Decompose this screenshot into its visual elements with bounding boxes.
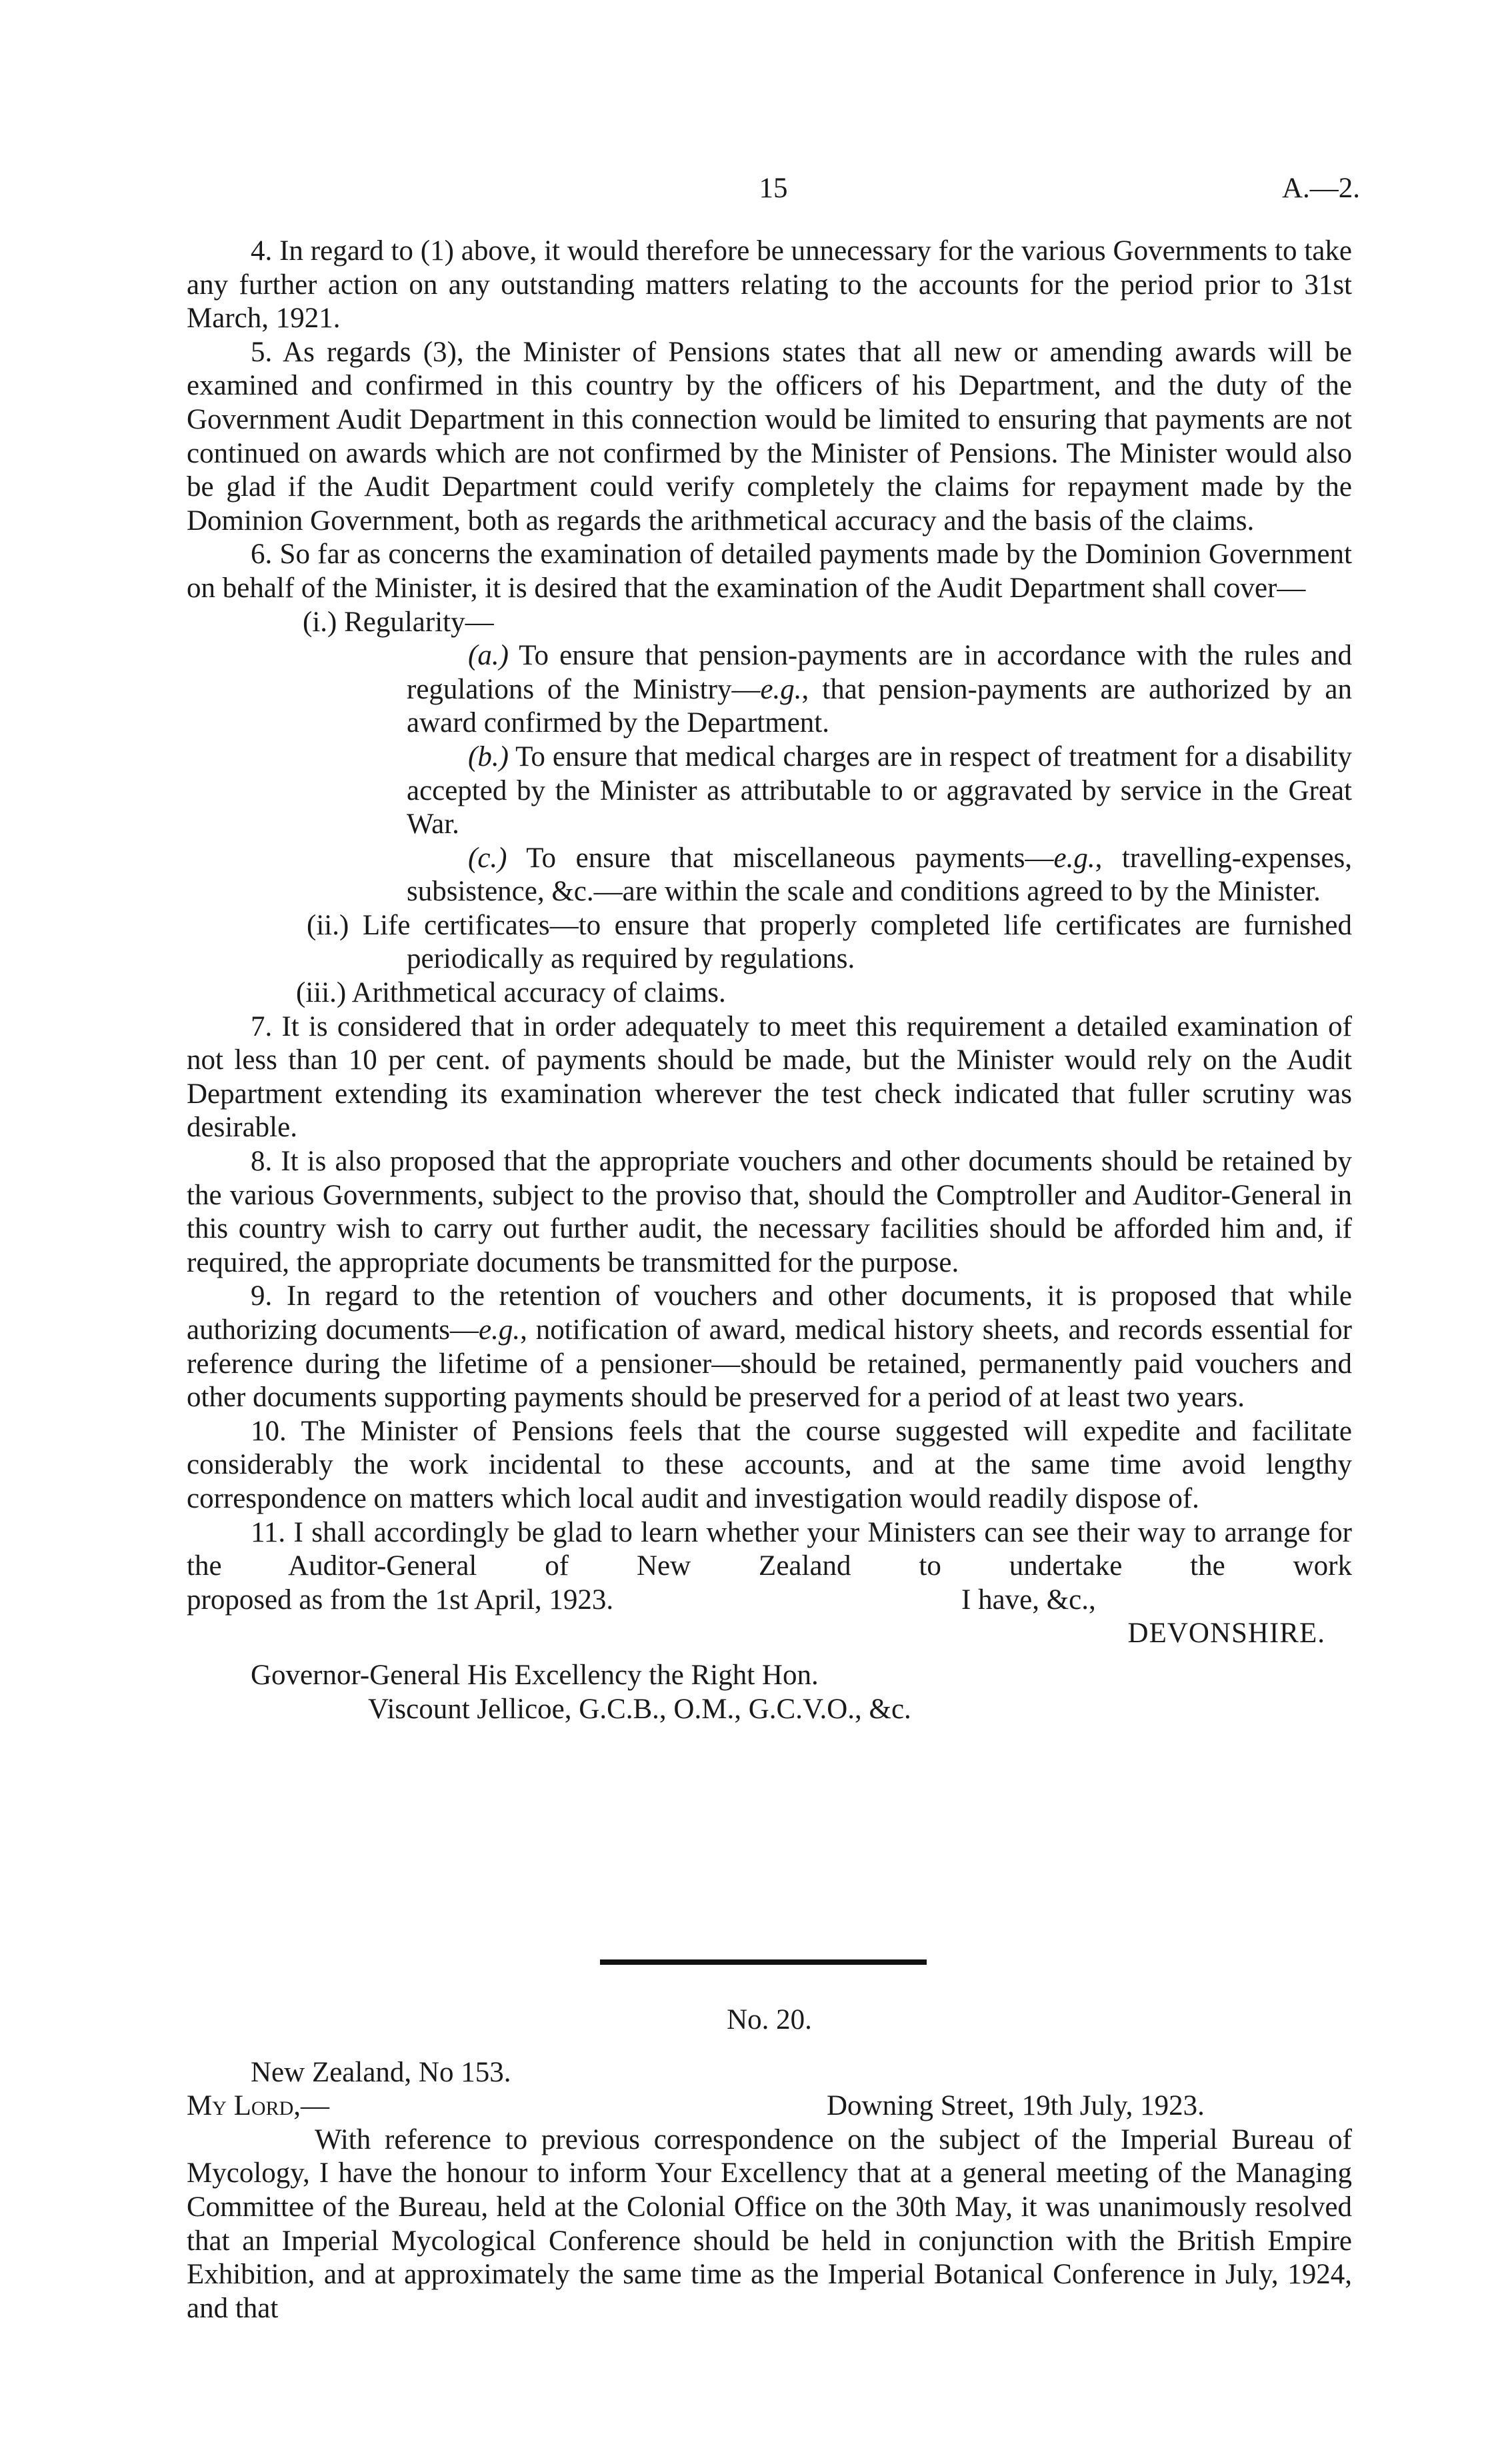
page-header: [187, 172, 1360, 212]
item-c-label: (c.): [468, 842, 507, 874]
paragraph-7: 7. It is considered that in order adequately to meet this requirement a detailed examination of not less than 10 per cent. of payments should be made, but the Minister would rely on the Audit Department extending its examination wherever the test check indicated that fuller scrutiny was desirable.: [187, 1010, 1352, 1144]
para9-text-1: 9. In regard to the retention of vouchers and other documents, it is proposed that while authorizing documents—: [187, 1280, 1352, 1346]
para9-eg: e.g.: [479, 1314, 521, 1346]
despatch-no-20: [187, 2003, 1352, 2325]
paragraph-5: 5. As regards (3), the Minister of Pensions states that all new or amending awards will be examined and confirmed in this country by the officers of his Department, and the duty of the Government Audit Department in this connection would be limited to ensuring that payments are not continued on awards which are not confirmed by the Minister of Pensions. The Minister would also be glad if the Audit Department could verify completely the claims for repayment made by the Dominion Government, both as regards the arithmetical accuracy and the basis of the claims.: [187, 336, 1352, 537]
paragraph-6: 6. So far as concerns the examination of detailed payments made by the Dominion Government on behalf of the Minister, it is desired that the examination of the Audit Department shall cover—: [187, 539, 1352, 604]
paragraph-11: 11. I shall accordingly be glad to learn whether your Ministers can see their way to arrange for the Auditor-General of New Zealand to undertake the work: [187, 1516, 1352, 1582]
list-item-b: [187, 740, 1352, 842]
paragraph-11-end: proposed as from the 1st April, 1923.: [187, 1584, 614, 1616]
para9-text-2: , notification of award, medical history sheets, and records essential for reference during the lifetime of a pensioner—should be retained, permanently paid vouchers and other documents supporting payments should be preserved for a period of at least two years.: [187, 1314, 1352, 1414]
addressee-line-1: Governor-General His Excellency the Right Hon.: [251, 1659, 819, 1691]
list-item-a: [187, 639, 1352, 740]
page-number: 15: [759, 173, 788, 204]
paragraph-9: [187, 1280, 1352, 1414]
list-item-c: [187, 842, 1352, 909]
item-b-text: To ensure that medical charges are in respect of treatment for a disability accepted by the Minister as attributable to or aggravated by service in the Great War.: [407, 740, 1352, 840]
item-c-eg: e.g.: [1053, 842, 1095, 874]
item-a-text-1: To ensure that pension-payments are in accordance with the rules and regulations of the Ministry—: [407, 640, 1352, 705]
list-item-ii: (ii.) Life certificates—to ensure that properly completed life certificates are furnished periodically as required by regulations.: [307, 909, 1352, 975]
location-date: Downing Street, 19th July, 1923.: [827, 2090, 1205, 2122]
salutation: My Lord,—: [187, 2090, 330, 2122]
paragraph-8: 8. It is also proposed that the appropriate vouchers and other documents should be retained by the various Governments, subject to the proviso that, should the Comptroller and Auditor-General in this country wish to carry out further audit, the necessary facilities should be afforded him and, if required, the appropriate documents be transmitted for the purpose.: [187, 1146, 1352, 1278]
addressee-line-2: Viscount Jellicoe, G.C.B., O.M., G.C.V.O., &c.: [368, 1693, 911, 1725]
paragraph-10: 10. The Minister of Pensions feels that the course suggested will expedite and facilitate considerably the work incidental to these accounts, and at the same time avoid lengthy correspondence on matters which local audit and investigation would readily dispose of.: [187, 1415, 1352, 1514]
letter-continuation: [187, 235, 1352, 1726]
paragraph-11-last-line: [187, 1584, 1352, 1618]
section-divider: [600, 1959, 927, 1965]
document-reference: A.—2.: [1281, 173, 1360, 204]
paragraph-4: 4. In regard to (1) above, it would therefore be unnecessary for the various Governments to take any further action on any outstanding matters relating to the accounts for the period prior to 31st March, 1921.: [187, 235, 1352, 335]
signature-row: [187, 1617, 1352, 1651]
body-paragraph: With reference to previous correspondence on the subject of the Imperial Bureau of Mycology, I have the honour to inform Your Excellency that at a general meeting of the Managing Committee of the Bureau, held at the Colonial Office on the 30th May, it was unanimously resolved that an Imperial Mycological Conference should be held in conjunction with the British Empire Exhibition, and at approximately the same time as the Imperial Botanical Conference in July, 1924, and that: [187, 2123, 1352, 2324]
item-a-eg: e.g.: [760, 673, 802, 705]
document-number: No. 20.: [727, 2004, 812, 2035]
item-c-text-2: , travelling-expenses, subsistence, &c.—are within the scale and conditions agreed to by the Minister.: [407, 842, 1352, 908]
reference-line: New Zealand, No 153.: [251, 2056, 511, 2088]
item-a-label: (a.): [468, 640, 509, 672]
item-c-text-1: To ensure that miscellaneous payments—: [507, 842, 1054, 874]
signature: DEVONSHIRE.: [1127, 1618, 1325, 1650]
salutation-row: [187, 2089, 1352, 2123]
item-a-text-2: , that pension-payments are authorized by an award confirmed by the Department.: [407, 673, 1352, 739]
item-b-label: (b.): [468, 740, 509, 772]
closing-formula: I have, &c.,: [961, 1584, 1096, 1616]
list-item-i: (i.) Regularity—: [303, 606, 494, 638]
list-item-iii: (iii.) Arithmetical accuracy of claims.: [296, 977, 726, 1009]
